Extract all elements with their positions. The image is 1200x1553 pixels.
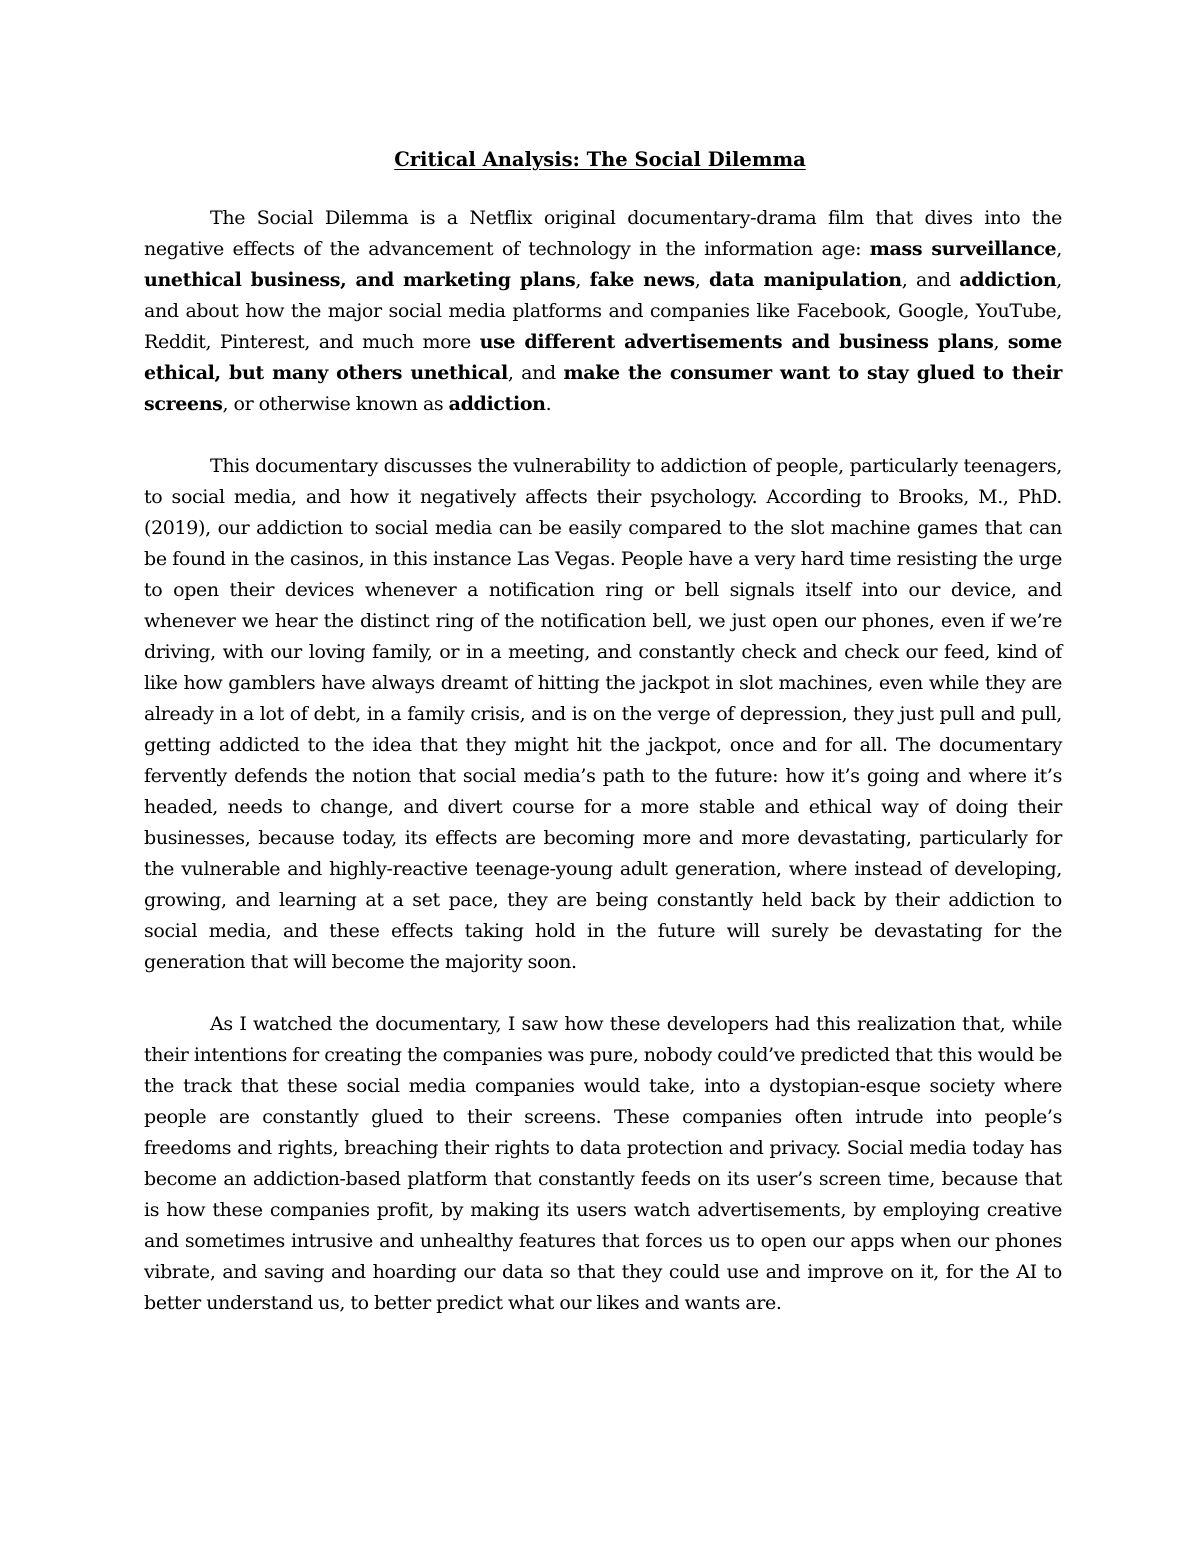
bold-segment: unethical business, and marketing plans [144,269,576,291]
text-segment: , and [507,362,564,384]
bold-segment: data manipulation [708,269,902,291]
bold-segment: use different advertisements and business plans [479,331,994,353]
text-segment: , and [901,269,960,291]
text-segment: , or otherwise known as [222,393,449,415]
bold-segment: some ethical, but many others unethical [144,331,1062,384]
text-segment: . [545,393,552,415]
text-segment: , [993,331,1008,353]
paragraph-3 [144,1009,1062,1319]
bold-segment: make the consumer want to stay glued to their screens [144,362,1062,415]
text-segment: As I watched the documentary, I saw how these developers had this realization that, while their intentions for creating the companies was pure, nobody could’ve predicted that this would be the track that these social media companies would take, into a dystopian-esque society where people are constantly glued to their screens. These companies often intrude into people’s freedoms and rights, breaching their rights to data protection and privacy. Social media today has become an addiction-based platform that constantly feeds on its user’s screen time, because that is how these companies profit, by making its users watch advertisements, by employing creative and sometimes intrusive and unhealthy features that forces us to open our apps when our phones vibrate, and saving and hoarding our data so that they could use and improve on it, for the AI to better understand us, to better predict what our likes and wants are. [144,1013,1062,1314]
text-segment: This documentary discusses the vulnerability to addiction of people, particularly teenagers, to social media, and how it negatively affects their psychology. According to Brooks, M., PhD. (2019), our addiction to social media can be easily compared to the slot machine games that can be found in the casinos, in this instance Las Vegas. People have a very hard time resisting the urge to open their devices whenever a notification ring or bell signals itself into our device, and whenever we hear the distinct ring of the notification bell, we just open our phones, even if we’re driving, with our loving family, or in a meeting, and constantly check and check our feed, kind of like how gamblers have always dreamt of hitting the jackpot in slot machines, even while they are already in a lot of debt, in a family crisis, and is on the verge of depression, they just pull and pull, getting addicted to the idea that they might hit the jackpot, once and for all. The documentary fervently defends the notion that social media’s path to the future: how it’s going and where it’s headed, needs to change, and divert course for a more stable and ethical way of doing their businesses, because today, its effects are becoming more and more devastating, particularly for the vulnerable and highly-reactive teenage-young adult generation, where instead of developing, growing, and learning at a set pace, they are being constantly held back by their addiction to social media, and these effects taking hold in the future will surely be devastating for the generation that will become the majority soon. [144,455,1062,973]
paragraph-2 [144,451,1062,978]
text-segment: , [1056,238,1062,260]
text-segment: The Social Dilemma is a Netflix original documentary-drama film that dives into the negative effects of the advancement of technology in the information age: [144,207,1062,260]
bold-segment: mass surveillance [869,238,1057,260]
text-segment: , [694,269,709,291]
text-segment: , [575,269,590,291]
bold-segment: fake news [589,269,695,291]
bold-segment: addiction [448,393,546,415]
document-body [144,203,1062,1350]
text-segment: , and about how the major social media platforms and companies like Facebook, Google, YouTube, Reddit, Pinterest, and much more [144,269,1062,353]
bold-segment: addiction [959,269,1057,291]
document-title: Critical Analysis: The Social Dilemma [394,148,806,171]
paragraph-1 [144,203,1062,420]
